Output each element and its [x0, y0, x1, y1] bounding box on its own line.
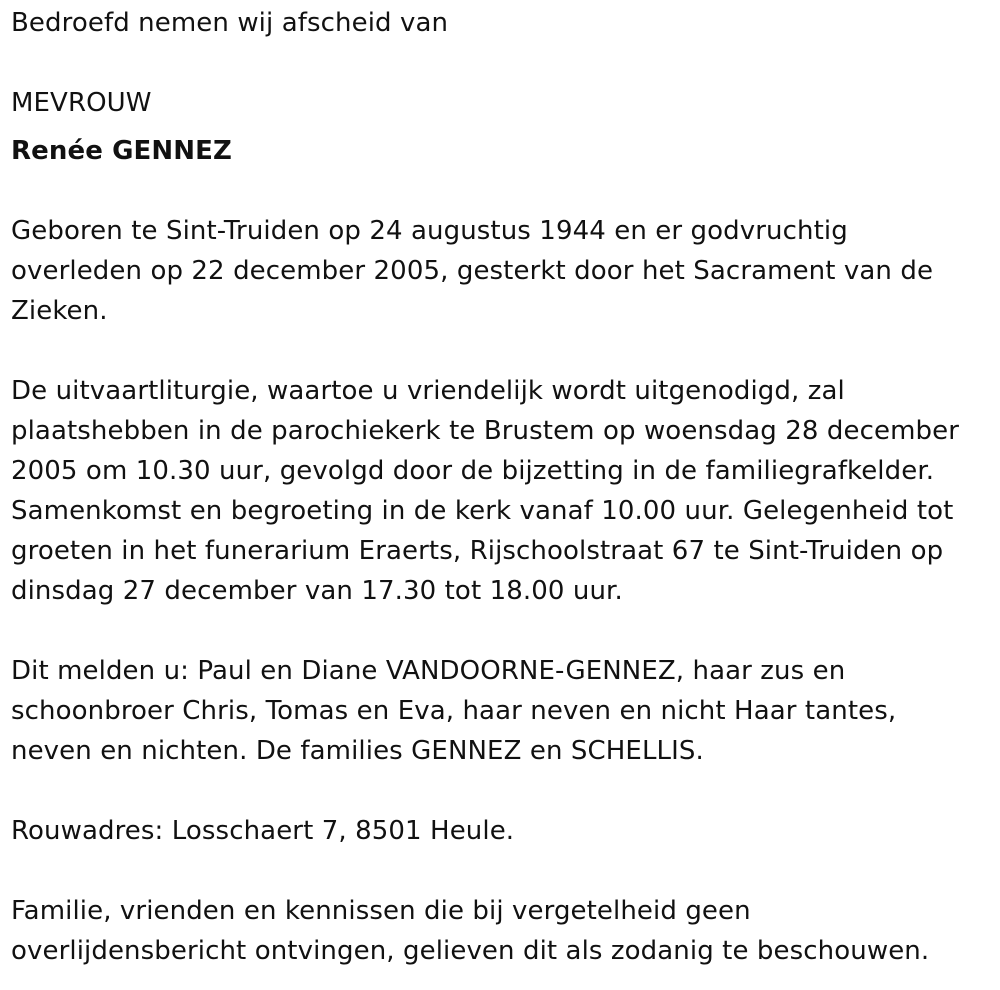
family-line: Dit melden u: Paul en Diane VANDOORNE-GENNEZ, haar zus en — [11, 656, 846, 686]
spacer — [11, 171, 1000, 211]
family-line: schoonbroer Chris, Tomas en Eva, haar neven en nicht Haar tantes, — [11, 696, 897, 726]
spacer — [11, 331, 1000, 371]
closing-line: overlijdensbericht ontvingen, gelieven dit als zodanig te beschouwen. — [11, 936, 930, 966]
birth-line: overleden op 22 december 2005, gesterkt door het Sacrament van de — [11, 256, 934, 286]
deceased-name: Renée GENNEZ — [11, 136, 232, 166]
salutation: MEVROUW — [11, 88, 152, 118]
funeral-line: dinsdag 27 december van 17.30 tot 18.00 uur. — [11, 576, 623, 606]
spacer — [11, 43, 1000, 83]
birth-line: Geboren te Sint-Truiden op 24 augustus 1944 en er godvruchtig — [11, 216, 848, 246]
funeral-line: groeten in het funerarium Eraerts, Rijschoolstraat 67 te Sint-Truiden op — [11, 536, 944, 566]
spacer — [11, 123, 1000, 131]
funeral-line: plaatshebben in de parochiekerk te Brustem op woensdag 28 december — [11, 416, 959, 446]
birth-paragraph — [11, 211, 1000, 331]
family-paragraph — [11, 651, 1000, 771]
intro-text: Bedroefd nemen wij afscheid van — [11, 8, 449, 38]
spacer — [11, 771, 1000, 811]
funeral-line: Samenkomst en begroeting in de kerk vanaf 10.00 uur. Gelegenheid tot — [11, 496, 954, 526]
family-line: neven en nichten. De families GENNEZ en SCHELLIS. — [11, 736, 704, 766]
closing-line: Familie, vrienden en kennissen die bij vergetelheid geen — [11, 896, 751, 926]
closing-paragraph — [11, 891, 1000, 971]
mourning-address: Rouwadres: Losschaert 7, 8501 Heule. — [11, 816, 515, 846]
funeral-line: 2005 om 10.30 uur, gevolgd door de bijzetting in de familiegrafkelder. — [11, 456, 935, 486]
funeral-paragraph — [11, 371, 1000, 611]
funeral-line: De uitvaartliturgie, waartoe u vriendelijk wordt uitgenodigd, zal — [11, 376, 845, 406]
spacer — [11, 851, 1000, 891]
spacer — [11, 611, 1000, 651]
birth-line: Zieken. — [11, 296, 108, 326]
